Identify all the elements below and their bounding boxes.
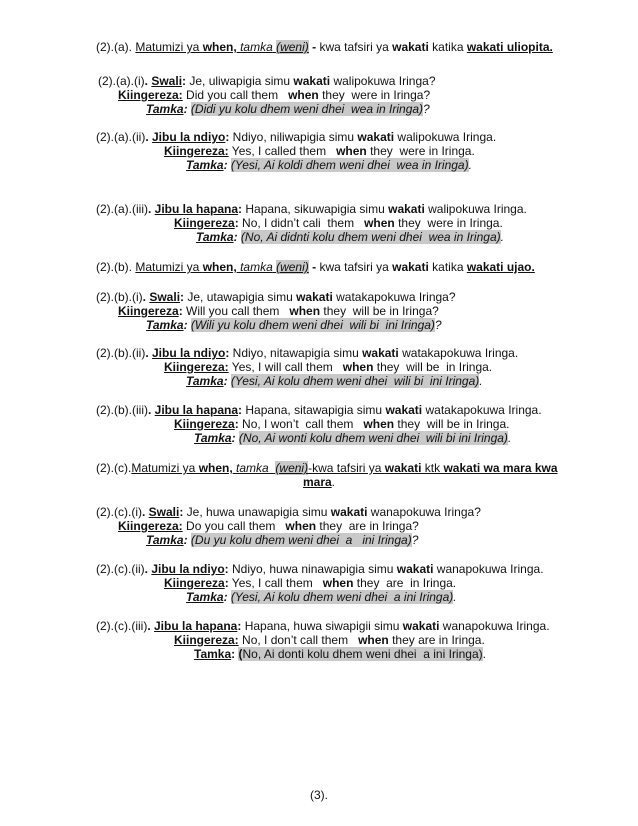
tamka-label: Tamka (194, 431, 232, 445)
pronunciation-text: (Wili yu kolu dhem weni dhei wili bi ini Iringa) (190, 318, 435, 332)
question-english (118, 304, 439, 318)
answer-yes-pronunciation (186, 158, 472, 172)
keyword-wakati: wakati (296, 290, 333, 304)
pronunciation-tail: . (468, 158, 472, 172)
heading-dash: - (308, 260, 320, 274)
english-text: they will be in Iringa. (373, 360, 493, 374)
answer-no-english (174, 633, 485, 647)
keyword-wakati: wakati (362, 346, 399, 360)
swahili-text: Je, uliwapigia simu (186, 74, 294, 88)
heading-weni: (weni) (276, 40, 309, 54)
item-dot: . (145, 130, 152, 144)
keyword-when: when (289, 304, 321, 318)
swahili-text: walipokuwa Iringa. (394, 130, 497, 144)
jibu-hapana-label: Jibu la hapana (154, 619, 238, 633)
tamka-label: Tamka (186, 158, 224, 172)
heading-translation: kwa tafsiri ya (319, 40, 393, 54)
item-dot: . (148, 403, 155, 417)
label-colon: : (234, 417, 239, 431)
keyword-when: when (363, 417, 395, 431)
tamka-label: Tamka (186, 374, 224, 388)
answer-yes-pronunciation (186, 374, 483, 388)
answer-yes-swahili (96, 130, 496, 144)
label-colon: : (183, 318, 188, 332)
english-text: they were in Iringa. (394, 216, 503, 230)
label-colon: : (233, 230, 238, 244)
swahili-text: Je, huwa unawapigia simu (183, 505, 331, 519)
heading-tense: wakati wa mara kwa (443, 461, 558, 475)
keyword-when: when (358, 633, 389, 647)
heading-tamka: tamka (240, 260, 273, 274)
label-colon: : (224, 576, 229, 590)
tamka-label: Tamka (146, 318, 184, 332)
kiingereza-label: Kiingereza: (174, 633, 239, 647)
section-c-heading-cont (0, 475, 638, 489)
heading-tense: wakati ujao. (466, 260, 535, 274)
item-number: (2).(b).(ii) (96, 346, 146, 360)
question-swahili (98, 74, 436, 88)
keyword-wakati: wakati (388, 202, 425, 216)
english-text: they are in Iringa. (388, 633, 485, 647)
heading-tail: . (331, 475, 336, 489)
section-a-heading (96, 40, 553, 54)
page-number: (3). (310, 788, 328, 802)
kiingereza-label: Kiingereza (174, 417, 235, 431)
jibu-ndiyo-label: Jibu la ndiyo (151, 562, 225, 576)
heading-katika: katika (428, 260, 467, 274)
answer-no-english (174, 216, 503, 230)
swali-label: Swali (151, 74, 183, 88)
heading-weni: (weni) (275, 461, 309, 475)
kiingereza-label: Kiingereza: (164, 360, 229, 374)
section-b-heading (96, 260, 535, 274)
label-colon: : (179, 505, 184, 519)
label-colon: : (238, 403, 243, 417)
item-dot: . (145, 346, 152, 360)
swahili-text: Hapana, sitawapigia simu (242, 403, 386, 417)
answer-yes-swahili (96, 562, 544, 576)
pronunciation-tail: . (500, 230, 504, 244)
answer-no-pronunciation (194, 647, 486, 661)
tamka-label: Tamka (146, 533, 184, 547)
keyword-when: when (285, 519, 317, 533)
swahili-text: watakapokuwa Iringa. (398, 346, 519, 360)
swahili-text: Hapana, sikuwapigia simu (242, 202, 389, 216)
label-colon: : (237, 619, 242, 633)
item-dot: . (144, 562, 152, 576)
english-text: Did you call them (182, 88, 289, 102)
swali-label: Swali (149, 290, 181, 304)
english-text: No, I don’t call them (238, 633, 359, 647)
swahili-text: Je, utawapigia simu (184, 290, 297, 304)
keyword-wakati: wakati (385, 403, 423, 417)
item-dot: . (147, 619, 154, 633)
english-text: they will be in Iringa. (394, 417, 510, 431)
heading-matumizi: Matumizi ya (131, 461, 199, 475)
swahili-text: watakapokuwa Iringa. (422, 403, 542, 417)
english-text: they were in Iringa? (318, 88, 431, 102)
question-english (118, 519, 419, 533)
answer-yes-english (164, 576, 456, 590)
pronunciation-text: No, Ai donti kolu dhem weni dhei a ini Iringa) (242, 647, 483, 661)
question-pronunciation (146, 318, 442, 332)
swali-label: Swali (148, 505, 180, 519)
kiingereza-label: Kiingereza (118, 304, 179, 318)
jibu-hapana-label: Jibu la hapana (154, 202, 239, 216)
heading-tense: mara (302, 475, 332, 489)
label-colon: : (223, 590, 228, 604)
label-colon: : (223, 374, 228, 388)
tamka-label: Tamka (146, 102, 184, 116)
answer-yes-english (164, 360, 492, 374)
kiingereza-label: Kiingereza: (164, 144, 229, 158)
answer-yes-english (164, 144, 475, 158)
english-text: No, I won’t call them (238, 417, 364, 431)
section-number: (2).(c). (96, 461, 132, 475)
section-c-heading (96, 461, 558, 475)
pronunciation-text: (Didi yu kolu dhem weni dhei wea in Iringa) (190, 102, 424, 116)
tamka-label: Tamka (194, 647, 232, 661)
label-colon: : (238, 202, 243, 216)
heading-matumizi: Matumizi ya (135, 40, 203, 54)
swahili-text: Ndiyo, huwa ninawapigia simu (228, 562, 397, 576)
keyword-wakati: wakati (396, 562, 434, 576)
english-text: Yes, I called them (228, 144, 337, 158)
item-number: (2).(c).(ii) (96, 562, 145, 576)
label-colon: : (183, 533, 188, 547)
label-colon: : (234, 216, 239, 230)
english-text: No, I didn’t cali them (238, 216, 365, 230)
label-colon: : (225, 130, 230, 144)
jibu-ndiyo-label: Jibu la ndiyo (152, 130, 226, 144)
heading-tamka: tamka (236, 461, 269, 475)
heading-when: when, (202, 40, 237, 54)
question-pronunciation (146, 102, 430, 116)
answer-no-swahili (96, 619, 550, 633)
item-number: (2).(b).(iii) (96, 403, 148, 417)
answer-no-pronunciation (196, 230, 504, 244)
item-dot: . (148, 202, 155, 216)
swahili-text: walipokuwa Iringa? (330, 74, 436, 88)
pronunciation-text: (Yesi, Ai kolu dhem weni dhei a ini Iringa) (230, 590, 454, 604)
heading-dash: - (308, 40, 320, 54)
pronunciation-tail: . (482, 647, 486, 661)
label-colon: : (231, 647, 236, 661)
heading-katika: ktk (421, 461, 444, 475)
heading-katika: katika (428, 40, 467, 54)
section-number: (2).(a). (96, 40, 136, 54)
swahili-text: walipokuwa Iringa. (424, 202, 527, 216)
tamka-label: Tamka (196, 230, 234, 244)
keyword-wakati: wakati (402, 619, 440, 633)
pronunciation-tail: . (479, 374, 483, 388)
pronunciation-text: (No, Ai didnti kolu dhem weni dhei wea in Iringa) (240, 230, 501, 244)
heading-translation: kwa tafsiri ya (319, 260, 393, 274)
item-number: (2).(b).(i) (96, 290, 143, 304)
swahili-text: Hapana, huwa siwapigii simu (241, 619, 403, 633)
pronunciation-tail: ? (411, 533, 419, 547)
english-text: Will you call them (182, 304, 290, 318)
answer-no-swahili (96, 202, 527, 216)
heading-tense: wakati uliopita. (466, 40, 553, 54)
jibu-hapana-label: Jibu la hapana (154, 403, 239, 417)
pronunciation-tail: ? (434, 318, 442, 332)
keyword-wakati: wakati (357, 130, 395, 144)
label-colon: : (224, 562, 229, 576)
label-colon: : (180, 290, 185, 304)
heading-translation: kwa tafsiri ya (312, 461, 385, 475)
english-text: Yes, I will call them (228, 360, 343, 374)
item-dot: . (141, 505, 149, 519)
swahili-text: watakapokuwa Iringa? (332, 290, 456, 304)
english-text: Yes, I call them (228, 576, 323, 590)
keyword-when: when (336, 144, 367, 158)
item-dot: . (144, 74, 152, 88)
heading-wakati: wakati (384, 461, 422, 475)
kiingereza-label: Kiingereza (164, 576, 225, 590)
label-colon: : (183, 102, 188, 116)
answer-no-pronunciation (194, 431, 511, 445)
pronunciation-open-paren: ( (238, 647, 243, 661)
pronunciation-text: (Yesi, Ai koldi dhem weni dhei wea in Iringa) (230, 158, 469, 172)
answer-yes-pronunciation (186, 590, 457, 604)
jibu-ndiyo-label: Jibu la ndiyo (152, 346, 226, 360)
swahili-text: wanapokuwa Iringa. (439, 619, 550, 633)
english-text: they were in Iringa. (366, 144, 475, 158)
question-pronunciation (146, 533, 418, 547)
answer-no-swahili (96, 403, 542, 417)
heading-matumizi: Matumizi ya (135, 260, 203, 274)
question-swahili (96, 505, 481, 519)
label-colon: : (231, 431, 236, 445)
heading-when: when, (198, 461, 233, 475)
heading-wakati: wakati (392, 260, 429, 274)
label-colon: : (223, 158, 228, 172)
swahili-text: Ndiyo, nitawapigia simu (229, 346, 363, 360)
swahili-text: Ndiyo, niliwapigia simu (229, 130, 358, 144)
keyword-wakati: wakati (330, 505, 368, 519)
kiingereza-label: Kiingereza: (118, 88, 183, 102)
english-text: they are in Iringa. (353, 576, 457, 590)
item-number: (2).(a).(ii) (96, 130, 146, 144)
heading-wakati: wakati (392, 40, 429, 54)
english-text: Do you call them (182, 519, 286, 533)
pronunciation-tail: . (453, 590, 457, 604)
heading-tamka: tamka (240, 40, 273, 54)
question-swahili (96, 290, 456, 304)
pronunciation-text: (Du yu kolu dhem weni dhei a ini Iringa) (190, 533, 412, 547)
heading-when: when, (202, 260, 237, 274)
item-number: (2).(a).(i) (98, 74, 145, 88)
pronunciation-tail: . (507, 431, 512, 445)
pronunciation-text: (Yesi, Ai kolu dhem weni dhei wili bi ini Iringa) (230, 374, 480, 388)
english-text: they will be in Iringa? (320, 304, 439, 318)
keyword-when: when (364, 216, 395, 230)
swahili-text: wanapokuwa Iringa. (433, 562, 544, 576)
keyword-wakati: wakati (293, 74, 331, 88)
label-colon: : (178, 304, 183, 318)
item-number: (2).(c).(i) (96, 505, 142, 519)
tamka-label: Tamka (186, 590, 224, 604)
heading-dash: - (308, 461, 313, 475)
english-text: they are in Iringa? (316, 519, 419, 533)
label-colon: : (182, 74, 187, 88)
answer-yes-swahili (96, 346, 518, 360)
question-english (118, 88, 430, 102)
keyword-when: when (342, 360, 374, 374)
item-number: (2).(c).(iii) (96, 619, 148, 633)
pronunciation-text: (No, Ai wonti kolu dhem weni dhei wili bi ini Iringa) (238, 431, 508, 445)
kiingereza-label: Kiingereza (174, 216, 235, 230)
keyword-when: when (322, 576, 354, 590)
swahili-text: wanapokuwa Iringa? (367, 505, 481, 519)
item-number: (2).(a).(iii) (96, 202, 148, 216)
keyword-when: when (288, 88, 319, 102)
pronunciation-tail: ? (423, 102, 430, 116)
label-colon: : (225, 346, 230, 360)
heading-weni: (weni) (276, 260, 309, 274)
item-dot: . (142, 290, 150, 304)
answer-no-english (174, 417, 509, 431)
section-number: (2).(b). (96, 260, 136, 274)
kiingereza-label: Kiingereza: (118, 519, 183, 533)
